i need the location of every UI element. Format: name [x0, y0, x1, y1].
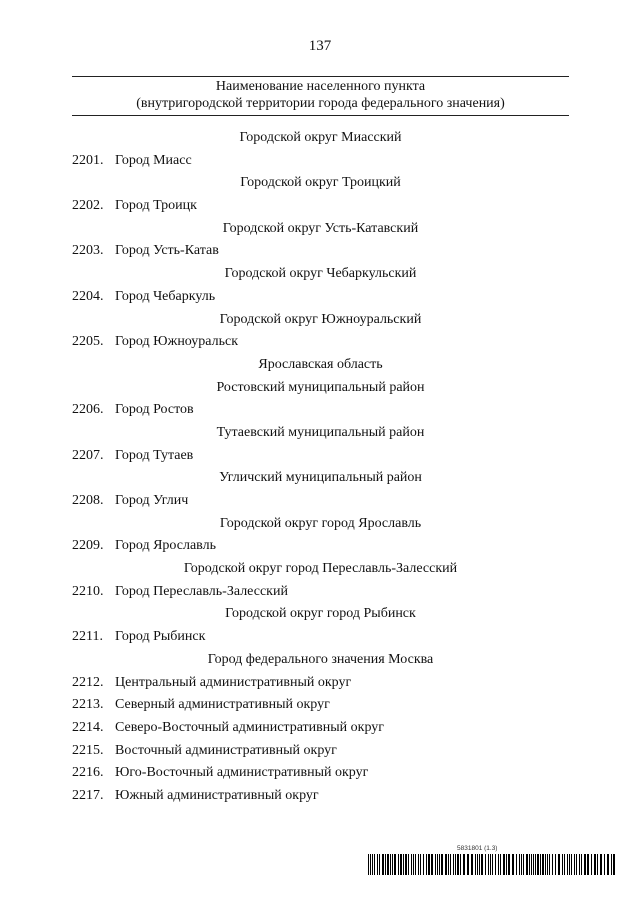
barcode-bar — [512, 854, 514, 875]
barcode-bar — [400, 854, 402, 875]
barcode-bar — [390, 854, 391, 875]
barcode-bar — [372, 854, 373, 875]
barcode-bar — [576, 854, 577, 875]
barcode-bar — [567, 854, 568, 875]
barcode-bar — [408, 854, 409, 875]
item-number: 2214. — [72, 719, 104, 735]
item-name: Город Южноуральск — [115, 334, 238, 350]
item-name: Город Чебаркуль — [115, 288, 216, 304]
item-name: Северо-Восточный административный округ — [115, 719, 385, 735]
barcode-bar — [441, 854, 443, 875]
barcode-bar — [490, 854, 491, 875]
barcode-bar — [495, 854, 496, 875]
barcode-bar — [437, 854, 438, 875]
item-name: Город Тутаев — [115, 447, 194, 463]
barcode-bar — [420, 854, 421, 875]
barcode-code: 5831801 (1.3) — [457, 845, 498, 852]
section-heading: Городской округ город Рыбинск — [225, 606, 416, 622]
barcode-bar — [485, 854, 486, 875]
barcode-bar — [415, 854, 416, 875]
item-number: 2212. — [72, 674, 104, 690]
barcode-bar — [558, 854, 560, 875]
barcode-bar — [574, 854, 575, 875]
barcode-bar — [579, 854, 580, 875]
barcode-bar — [457, 854, 459, 875]
section-heading: Город федерального значения Москва — [207, 651, 434, 667]
item-name: Город Усть-Катав — [115, 243, 219, 259]
barcode-bar — [368, 854, 369, 875]
item-number: 2201. — [72, 152, 104, 168]
barcode-bar — [521, 854, 522, 875]
section-heading: Ростовский муниципальный район — [216, 379, 425, 395]
item-name: Северный административный округ — [115, 697, 330, 713]
barcode-bar — [516, 854, 517, 875]
item-name: Юго-Восточный административный округ — [115, 765, 369, 781]
barcode-bar — [374, 854, 375, 875]
section-heading: Городской округ город Переславль-Залесский — [183, 561, 458, 577]
section-heading: Городской округ Чебаркульский — [224, 266, 417, 282]
barcode-bar — [431, 854, 433, 875]
barcode-bar — [569, 854, 570, 875]
list-item — [72, 286, 569, 309]
barcode-bar — [531, 854, 532, 875]
barcode-bar — [519, 854, 520, 875]
barcode-bar — [508, 854, 510, 875]
barcode-bar — [471, 854, 473, 875]
barcode-bar — [405, 854, 407, 875]
barcode-bar — [498, 854, 499, 875]
barcode-bar — [423, 854, 424, 875]
settlement-list — [72, 127, 569, 808]
barcode-bar — [500, 854, 501, 875]
barcode-bar — [439, 854, 440, 875]
barcode-bar — [411, 854, 412, 875]
item-number: 2206. — [72, 402, 104, 418]
list-item — [72, 535, 569, 558]
item-number: 2202. — [72, 198, 104, 214]
barcode-bar — [547, 854, 548, 875]
item-number: 2215. — [72, 742, 104, 758]
barcode-bar — [479, 854, 480, 875]
barcode-bar — [385, 854, 386, 875]
item-name: Город Углич — [115, 493, 189, 508]
barcode-bar — [526, 854, 528, 875]
barcode-bar — [467, 854, 469, 875]
barcode-bar — [477, 854, 478, 875]
column-header-line-1: Наименование населенного пункта — [215, 79, 426, 94]
barcode-bar — [604, 854, 605, 875]
barcode-bar — [492, 854, 493, 875]
section-heading: Городской округ Троицкий — [240, 175, 401, 191]
barcode-bar — [448, 854, 449, 875]
list-item — [72, 740, 569, 763]
barcode-bar — [613, 854, 615, 875]
barcode-bar — [535, 854, 536, 875]
barcode-bar — [584, 854, 586, 875]
barcode-bar — [545, 854, 546, 875]
barcode-bar — [463, 854, 465, 875]
item-number: 2210. — [72, 583, 104, 599]
barcode-bar — [453, 854, 454, 875]
header-bottom-rule — [72, 115, 569, 116]
barcode-bar — [533, 854, 534, 875]
list-item — [72, 626, 569, 649]
barcode-bar — [607, 854, 609, 875]
barcode-bar — [540, 854, 541, 875]
barcode-bar — [611, 854, 612, 875]
barcode-bar — [428, 854, 430, 875]
barcode-bar — [562, 854, 563, 875]
item-number: 2211. — [72, 629, 103, 645]
item-name: Город Переславль-Залесский — [115, 583, 288, 599]
column-header — [72, 78, 569, 112]
list-item — [72, 195, 569, 218]
barcode-bars — [368, 854, 618, 875]
item-number: 2204. — [72, 288, 104, 304]
item-name: Восточный административный округ — [115, 742, 337, 758]
item-number: 2205. — [72, 334, 104, 350]
barcode-bar — [445, 854, 447, 875]
section-heading: Ярославская область — [258, 356, 383, 372]
list-item — [72, 581, 569, 604]
barcode-bar — [382, 854, 384, 875]
item-name: Город Троицк — [115, 198, 197, 214]
list-item — [72, 150, 569, 173]
barcode-bar — [503, 854, 505, 875]
item-number: 2207. — [72, 447, 104, 463]
list-item — [72, 717, 569, 740]
item-name: Центральный административный округ — [115, 674, 352, 690]
item-name: Город Рыбинск — [115, 629, 206, 645]
barcode — [368, 845, 618, 875]
item-name: Южный административный округ — [115, 787, 319, 803]
section-heading: Угличский муниципальный район — [219, 470, 422, 486]
item-name: Город Ростов — [115, 402, 194, 418]
barcode-bar — [506, 854, 507, 875]
barcode-bar — [555, 854, 556, 875]
column-header-line-2: (внутригородской территории города федерального значения) — [136, 96, 505, 111]
item-name: Город Ярославль — [115, 538, 216, 554]
barcode-bar — [549, 854, 550, 875]
barcode-bar — [537, 854, 539, 875]
barcode-bar — [587, 854, 589, 875]
list-item — [72, 445, 569, 468]
barcode-bar — [403, 854, 404, 875]
item-name: Город Миасс — [115, 152, 192, 168]
item-number: 2203. — [72, 243, 104, 259]
barcode-bar — [552, 854, 553, 875]
barcode-bar — [387, 854, 389, 875]
barcode-bar — [594, 854, 596, 875]
barcode-bar — [542, 854, 544, 875]
barcode-bar — [481, 854, 483, 875]
barcode-bar — [564, 854, 565, 875]
barcode-bar — [597, 854, 598, 875]
section-heading: Городской округ Южноуральский — [219, 311, 422, 327]
section-heading: Тутаевский муниципальный район — [216, 424, 425, 440]
barcode-bar — [591, 854, 592, 875]
section-heading: Городской округ город Ярославль — [219, 515, 422, 531]
section-heading: Городской округ Усть-Катавский — [222, 220, 419, 236]
header-top-rule — [72, 76, 569, 77]
item-number: 2216. — [72, 765, 104, 781]
barcode-bar — [377, 854, 378, 875]
barcode-bar — [370, 854, 371, 875]
barcode-bar — [398, 854, 399, 875]
barcode-bar — [529, 854, 530, 875]
barcode-bar — [600, 854, 602, 875]
list-item — [72, 785, 569, 808]
item-number: 2217. — [72, 787, 104, 803]
barcode-bar — [571, 854, 572, 875]
list-item — [72, 331, 569, 354]
item-number: 2209. — [72, 538, 104, 554]
item-number: 2208. — [72, 493, 104, 508]
list-item — [72, 490, 569, 513]
item-number: 2213. — [72, 697, 104, 713]
page-number: 137 — [308, 38, 332, 54]
list-item — [72, 240, 569, 263]
barcode-bar — [379, 854, 380, 875]
section-heading: Городской округ Миасский — [239, 130, 402, 145]
list-item — [72, 694, 569, 717]
barcode-bar — [392, 854, 393, 875]
barcode-bar — [435, 854, 436, 875]
barcode-bar — [475, 854, 476, 875]
barcode-bar — [413, 854, 414, 875]
barcode-bar — [460, 854, 461, 875]
barcode-bar — [426, 854, 427, 875]
barcode-bar — [581, 854, 582, 875]
list-item — [72, 672, 569, 695]
barcode-bar — [455, 854, 456, 875]
barcode-bar — [450, 854, 451, 875]
barcode-bar — [523, 854, 524, 875]
barcode-bar — [488, 854, 489, 875]
list-item — [72, 762, 569, 785]
barcode-bar — [394, 854, 396, 875]
list-item — [72, 399, 569, 422]
barcode-bar — [418, 854, 419, 875]
